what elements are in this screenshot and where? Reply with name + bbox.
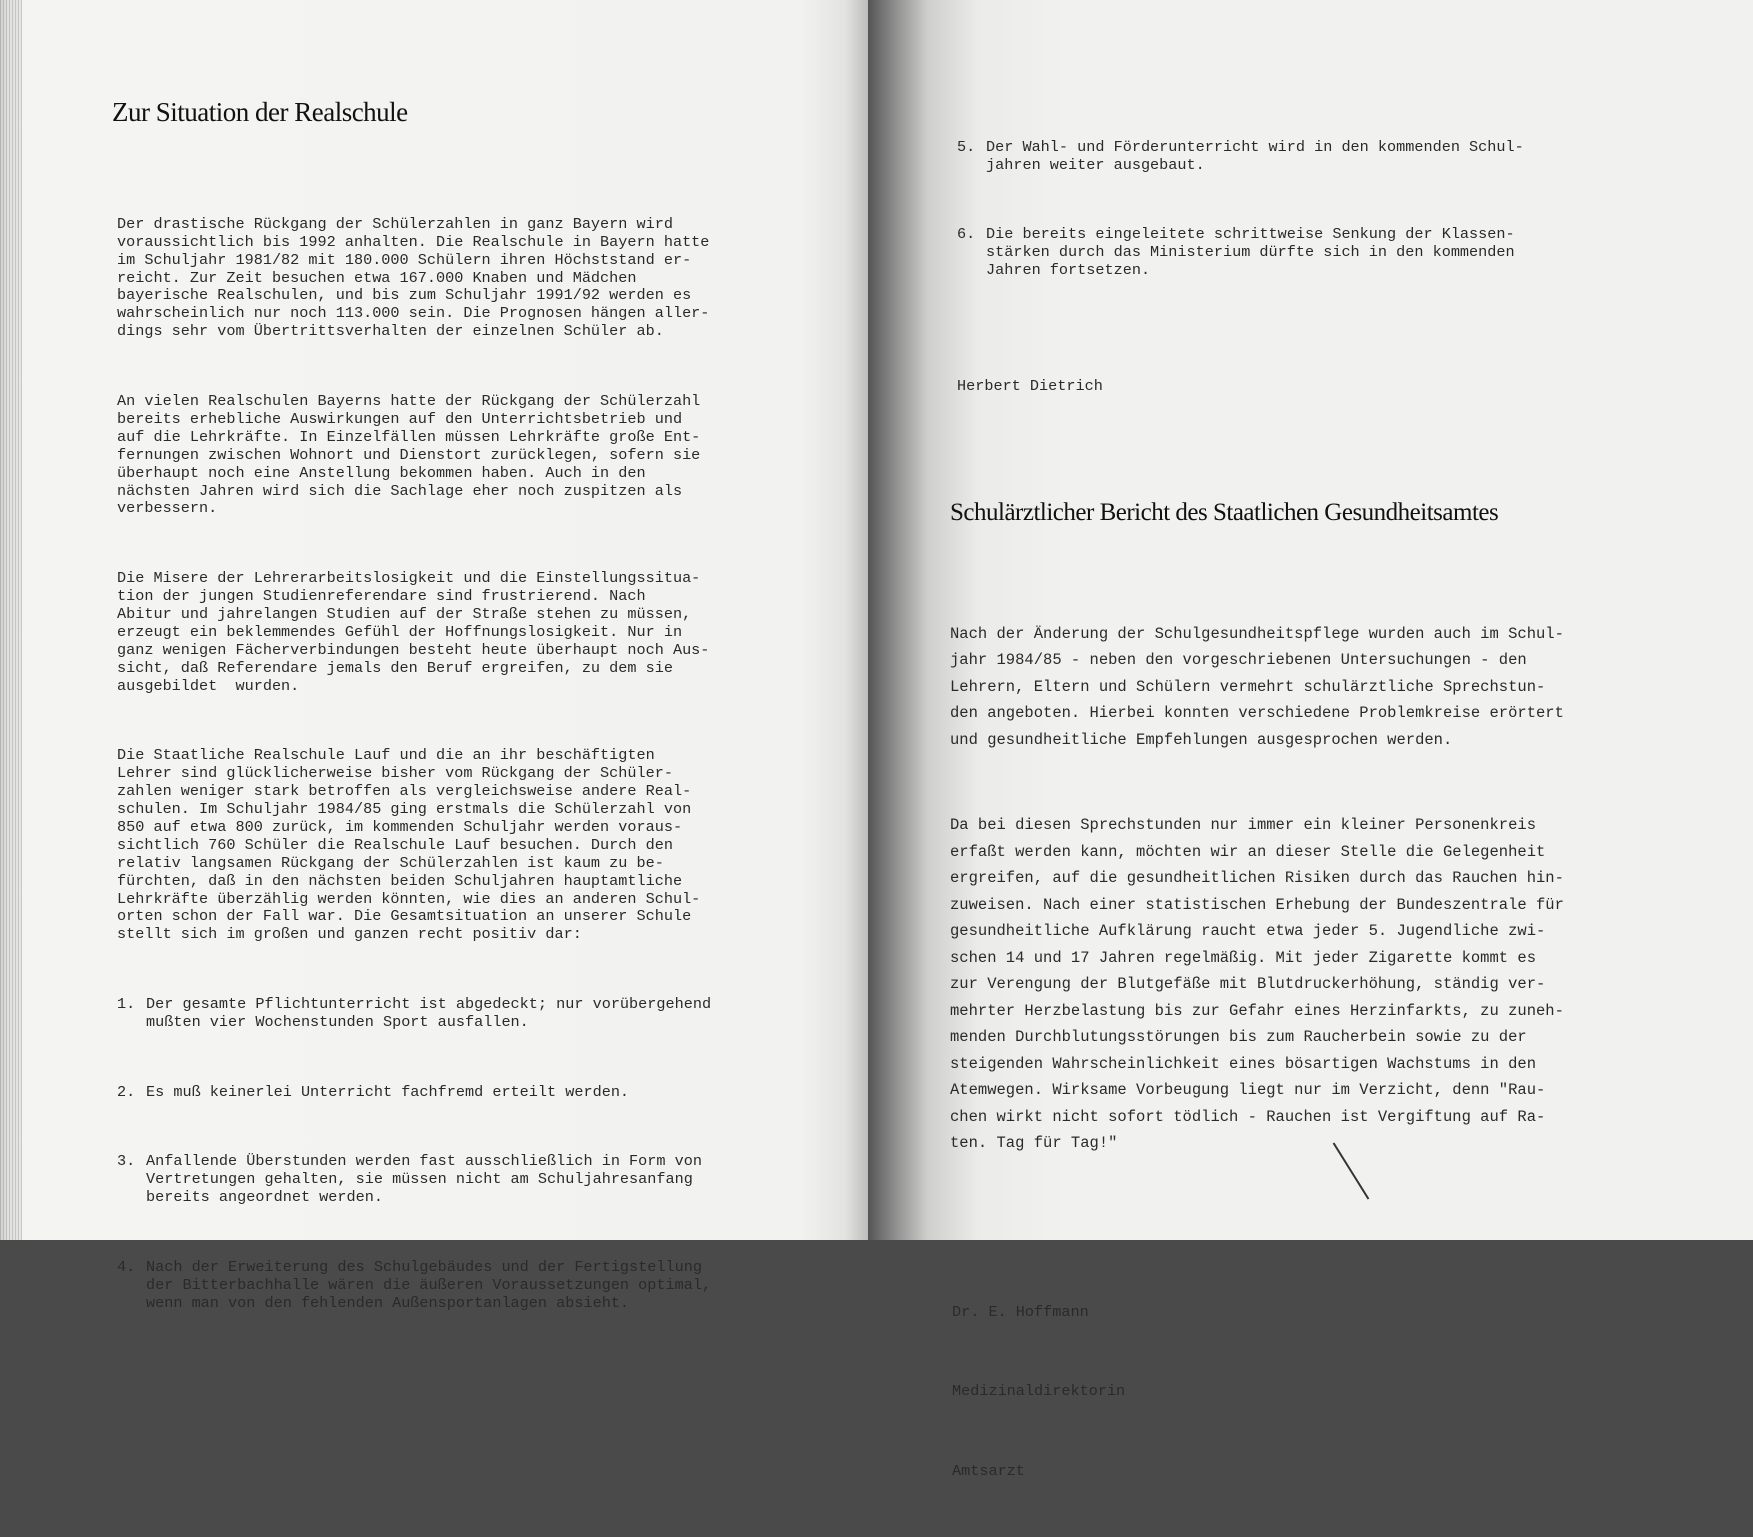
list-number: 4.	[117, 1257, 136, 1276]
right-page-body	[950, 568, 1753, 1210]
list-item	[957, 226, 1753, 280]
paragraph: Nach der Änderung der Schulgesundheitspflege wurden auch im Schul- jahr 1984/85 - neben den vorgeschriebenen Untersuchungen - den Lehrern, Eltern und Schülern vermehrt schulärztliche Sprechstun- den angeboten. Hierbei konnten verschiedene Problemkreise erörtert und gesundheitliche Empfehlungen ausgesprochen werden.	[950, 624, 1564, 749]
left-page-body	[117, 180, 868, 1364]
list-text: Die bereits eingeleitete schrittweise Senkung der Klassen- stärken durch das Ministerium dürfte sich in den kommenden Jahren fortsetzen.	[986, 225, 1515, 280]
list-number: 5.	[957, 137, 976, 156]
list-text: Es muß keinerlei Unterricht fachfremd erteilt werden.	[146, 1082, 630, 1101]
right-page-title: Schulärztlicher Bericht des Staatlichen Gesundheitsamtes	[950, 498, 1499, 526]
list-item	[957, 139, 1753, 175]
list-item	[117, 1259, 868, 1313]
right-page-list	[957, 103, 1753, 332]
paragraph: Da bei diesen Sprechstunden nur immer ein kleiner Personenkreis erfaßt werden kann, möchten wir an dieser Stelle die Gelegenheit ergreifen, auf die gesundheitlichen Risiken durch das Rauchen hin- zuweisen. Nach einer statistischen Erhebung der Bundeszentrale für gesundheitliche Aufklärung raucht etwa jeder 5. Jugendliche zwi- schen 14 und 17 Jahren regelmäßig. Mit jeder Zigarette kommt es zur Verengung der Blutgefäße mit Blutdruckerhöhung, ständig ver- mehrter Herzbelastung bis zur Gefahr eines Herzinfarkts, zu zuneh- menden Durchblutungsstörungen bis zum Raucherbein sowie zu der steigenden Wahrscheinlichkeit eines bösartigen Wachstums in den Atemwegen. Wirksame Vorbeugung liegt nur im Verzicht, denn "Rau- chen wirkt nicht sofort tödlich - Rauchen ist Vergiftung auf Ra- ten. Tag für Tag!"	[950, 816, 1564, 1153]
right-page-section	[950, 498, 1753, 1537]
list-number: 1.	[117, 995, 136, 1014]
list-item	[117, 1084, 868, 1102]
author-name: Herbert Dietrich	[957, 376, 1103, 395]
paragraph: Die Staatliche Realschule Lauf und die an ihr beschäftigten Lehrer sind glücklicherweise bisher vom Rückgang der Schüler- zahlen weniger stark betroffen als vergleichsweise andere Real- schulen. Im Schuljahr 1984/85 ging erstmals die Schülerzahl von 850 auf etwa 800 zurück, im kommenden Schuljahr werden voraus- sichtlich 760 Schüler die Realschule Lauf besuchen. Durch den relativ langsamen Rückgang der Schülerzahlen ist kaum zu be- fürchten, daß in den nächsten beiden Schuljahren hauptamtliche Lehrkräfte überzählig werden könnten, wie dies an anderen Schul- orten schon der Fall war. Die Gesamtsituation an unserer Schule stellt sich im großen und ganzen recht positiv dar:	[117, 746, 701, 944]
paragraph: Der drastische Rückgang der Schülerzahlen in ganz Bayern wird voraussichtlich bis 1992 anhalten. Die Realschule in Bayern hatte im Schuljahr 1981/82 mit 180.000 Schülern ihren Höchststand er- reicht. Zur Zeit besuchen etwa 167.000 Knaben und Mädchen bayerische Realschulen, und bis zum Schuljahr 1991/92 werden es wahrscheinlich nur noch 113.000 sein. Die Prognosen hängen aller- dings sehr vom Übertrittsverhalten der einzelnen Schüler ab.	[117, 214, 710, 341]
signature-name: Dr. E. Hoffmann	[952, 1302, 1089, 1321]
paragraph: Die Misere der Lehrerarbeitslosigkeit und die Einstellungssitua- tion der jungen Studienreferendare sind frustrierend. Nach Abitur und jahrelangen Studien auf der Straße stehen zu müssen, erzeugt ein beklemmendes Gefühl der Hoffnungslosigkeit. Nur in ganz wenigen Fächerverbindungen besteht heute überhaupt noch Aus- sicht, daß Referendare jemals den Beruf ergreifen, zu dem sie ausgebildet wurden.	[117, 569, 710, 695]
list-number: 3.	[117, 1152, 136, 1171]
page-edges	[0, 0, 22, 1240]
paragraph: An vielen Realschulen Bayerns hatte der Rückgang der Schülerzahl bereits erhebliche Auswirkungen auf den Unterrichtsbetrieb und auf die Lehrkräfte. In Einzelfällen müssen Lehrkräfte große Ent- fernungen zwischen Wohnort und Dienstort zurücklegen, sofern sie überhaupt noch eine Anstellung bekommen haben. Auch in den nächsten Jahren wird sich die Sachlage eher noch zuspitzen als verbessern.	[117, 391, 701, 518]
list-number: 6.	[957, 225, 976, 244]
left-page-title: Zur Situation der Realschule	[112, 97, 408, 127]
list-text: Der gesamte Pflichtunterricht ist abgedeckt; nur vorübergehend mußten vier Wochenstunden Sport ausfallen.	[146, 995, 712, 1031]
signature-role: Amtsarzt	[952, 1461, 1025, 1480]
list-number: 2.	[117, 1082, 136, 1101]
right-page	[868, 0, 1753, 1480]
list-text: Anfallende Überstunden werden fast ausschließlich in Form von Vertretungen gehalten, sie müssen nicht am Schuljahresanfang bereits angeordnet werden.	[146, 1152, 702, 1207]
list-item	[117, 1153, 868, 1207]
signature-block	[952, 1246, 1753, 1537]
left-page	[0, 0, 868, 1312]
list-text: Nach der Erweiterung des Schulgebäudes und der Fertigstellung der Bitterbachhalle wären die äußeren Voraussetzungen optimal, wenn man von den fehlenden Außensportanlagen absieht.	[146, 1257, 712, 1312]
list-item	[117, 996, 868, 1032]
signature-title: Medizinaldirektorin	[952, 1382, 1126, 1401]
list-text: Der Wahl- und Förderunterricht wird in den kommenden Schul- jahren weiter ausgebaut.	[986, 137, 1524, 174]
